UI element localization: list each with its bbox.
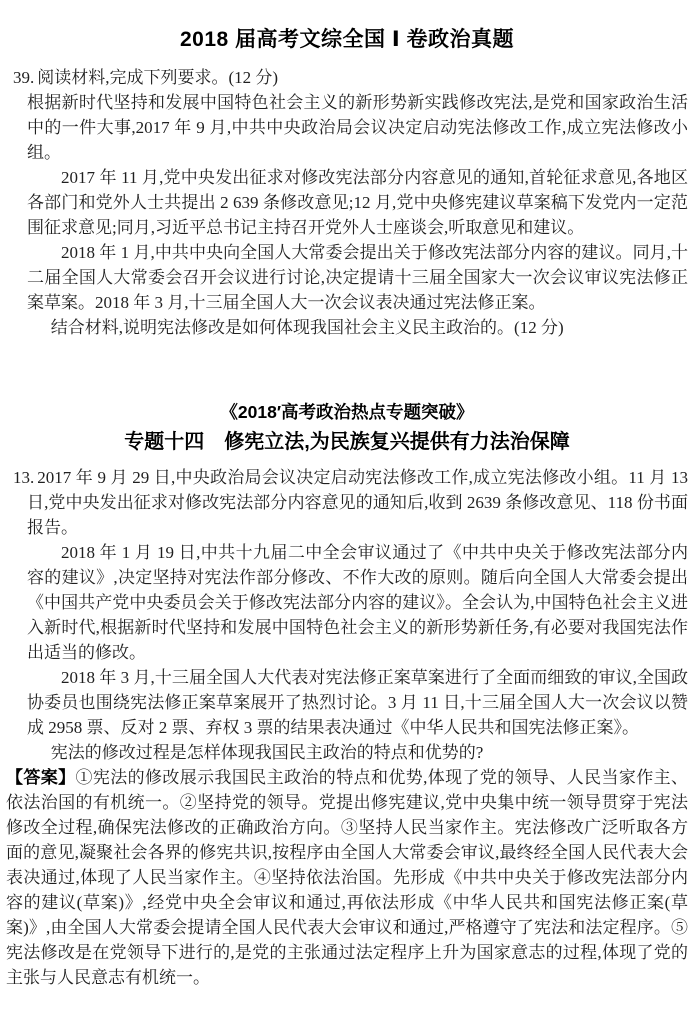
- question-39-material-paragraph-1: 根据新时代坚持和发展中国特色社会主义的新形势新实践修改宪法,是党和国家政治生活中的一件大事,2017 年 9 月,中共中央政治局会议决定启动宪法修改工作,成立宪法修改小组。: [27, 93, 688, 162]
- question-13-intro: 2017 年 9 月 29 日,中央政治局会议决定启动宪法修改工作,成立宪法修改小组。11 月 13 日,党中央发出征求对修改宪法部分内容意见的通知后,收到 2639 条修改意见、118 份书面报告。: [27, 468, 688, 537]
- question-39-lead: [13, 65, 688, 90]
- answer-section: [6, 765, 688, 990]
- question-13-material-paragraph-2: 2018 年 3 月,十三届全国人大代表对宪法修正案草案进行了全面而细致的审议,全国政协委员也围绕宪法修正案草案展开了热烈讨论。3 月 11 日,十三届全国人大一次会议以赞成 2958 票、反对 2 票、弃权 3 票的结果表决通过《中华人民共和国宪法修正案》。: [27, 668, 688, 737]
- question-13-prompt: 宪法的修改过程是怎样体现我国民主政治的特点和优势的?: [50, 743, 484, 762]
- question-39-block: [6, 65, 688, 340]
- page-title: 2018 届高考文综全国 Ⅰ 卷政治真题: [179, 28, 515, 51]
- question-39-material-paragraph-2: 2017 年 11 月,党中央发出征求对修改宪法部分内容意见的通知,首轮征求意见,各地区各部门和党外人士共提出 2 639 条修改意见;12 月,党中央修宪建议草案稿下发党内一定范围征求意见;同月,习近平总书记主持召开党外人士座谈会,听取意见和建议。: [27, 168, 688, 237]
- answer-label: 【答案】: [6, 768, 76, 787]
- question-39-task: 结合材料,说明宪法修改是如何体现我国社会主义民主政治的。(12 分): [50, 318, 564, 337]
- booklet-title: 《2018′高考政治热点专题突破》: [220, 402, 474, 422]
- topic-heading: 专题十四 修宪立法,为民族复兴提供有力法治保障: [124, 431, 570, 453]
- question-39-number: 39.: [13, 68, 35, 87]
- document-page: [0, 27, 700, 990]
- answer-paragraph: [6, 765, 688, 990]
- question-13-lead: [13, 465, 688, 540]
- answer-text: ①宪法的修改展示我国民主政治的特点和优势,体现了党的领导、人民当家作主、依法治国的有机统一。②坚持党的领导。党提出修宪建议,党中央集中统一领导贯穿于宪法修改全过程,确保宪法修改的正确政治方向。③坚持人民当家作主。宪法修改广泛听取各方面的意见,凝聚社会各界的修宪共识,按程序由全国人大常委会审议,最终经全国人民代表大会表决通过,体现了人民当家作主。④坚持依法治国。先形成《中共中央关于修改宪法部分内容的建议(草案)》,经党中央全会审议和通过,再依法形成《中华人民共和国宪法修正案(草案)》,由全国人大常委会提请全国人民代表大会审议和通过,严格遵守了宪法和法定程序。⑤宪法修改是在党领导下进行的,是党的主张通过法定程序上升为国家意志的过程,体现了党的主张与人民意志有机统一。: [6, 768, 689, 987]
- question-13-material-paragraph-1: 2018 年 1 月 19 日,中共十九届二中全会审议通过了《中共中央关于修改宪法部分内容的建议》,决定坚持对宪法作部分修改、不作大改的原则。随后向全国人大常委会提出《中国共产党中央委员会关于修改宪法部分内容的建议》。全会认为,中国特色社会主义进入新时代,根据新时代坚持和发展中国特色社会主义的新形势新任务,有必要对我国宪法作出适当的修改。: [27, 543, 688, 662]
- question-39-intro: 阅读材料,完成下列要求。(12 分): [37, 68, 279, 87]
- question-13-block: [6, 465, 688, 765]
- question-13-number: 13.: [13, 468, 35, 487]
- question-39-material-paragraph-3: 2018 年 1 月,中共中央向全国人大常委会提出关于修改宪法部分内容的建议。同月,十二届全国人大常委会召开会议进行讨论,决定提请十三届全国家大一次会议审议宪法修正案草案。2018 年 3 月,十三届全国人大一次会议表决通过宪法修正案。: [27, 243, 688, 312]
